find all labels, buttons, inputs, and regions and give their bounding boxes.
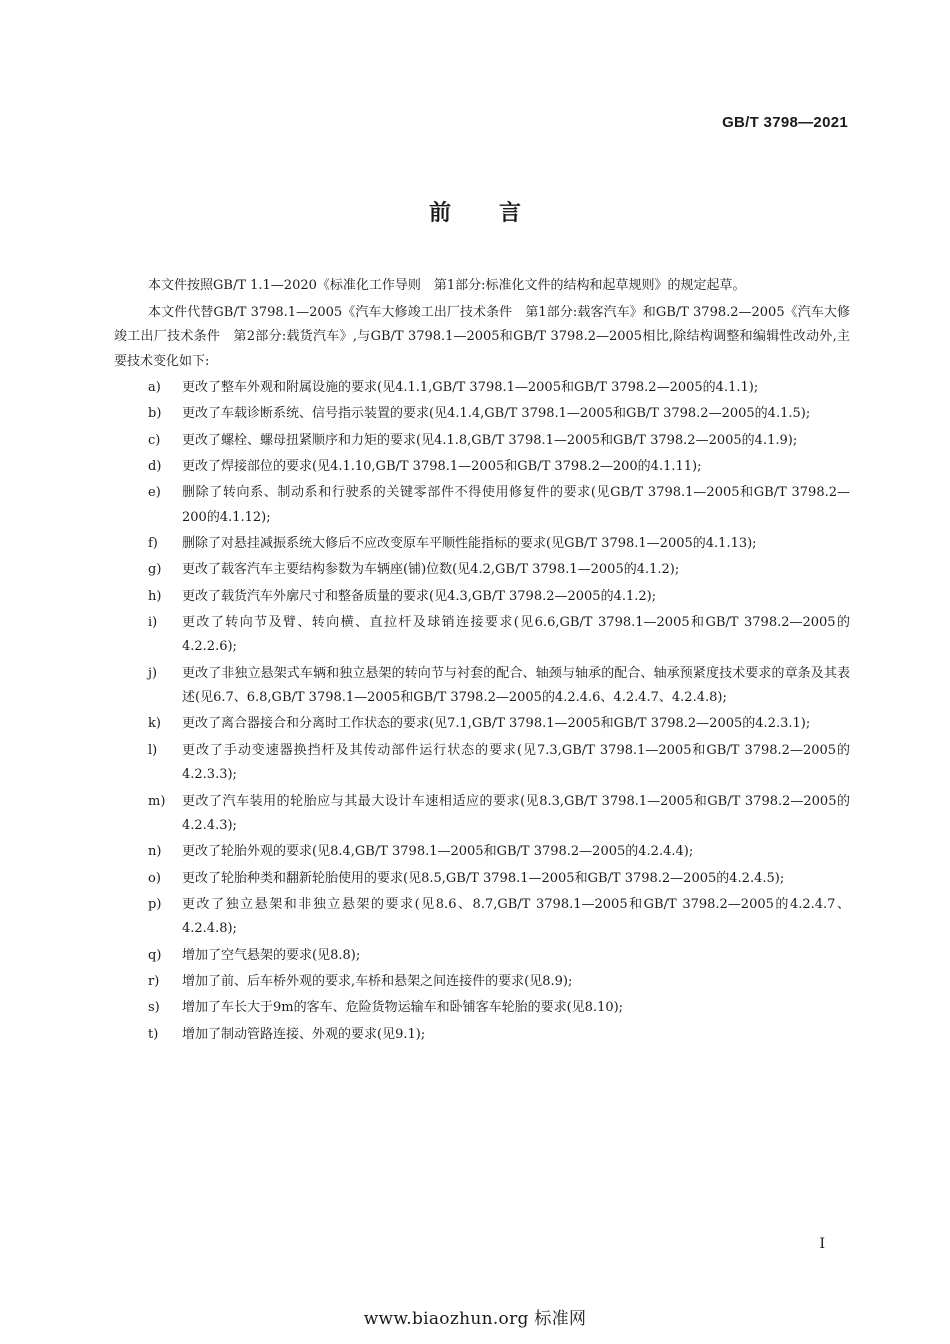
list-item [114,996,850,1021]
list-item-text: 更改了整车外观和附属设施的要求(见4.1.1,GB/T 3798.1—2005和GB/T 3798.2—2005的4.1.1); [182,380,759,395]
list-marker: n) [148,844,162,860]
list-marker: i) [148,614,158,630]
list-marker: j) [148,665,158,681]
list-item-text: 更改了离合器接合和分离时工作状态的要求(见7.1,GB/T 3798.1—2005和GB/T 3798.2—2005的4.2.3.1); [182,716,811,732]
list-item [114,867,850,892]
list-item-text: 更改了载客汽车主要结构参数为车辆座(铺)位数(见4.2,GB/T 3798.1—2005的4.1.2); [182,562,680,578]
list-marker: d) [148,458,162,474]
intro-paragraph: 本文件按照GB/T 1.1—2020《标准化工作导则 第1部分:标准化文件的结构和起草规则》的规定起草。 [148,278,746,293]
list-item-text: 增加了空气悬架的要求(见8.8); [182,947,361,963]
list-marker: q) [148,947,162,963]
list-item-text: 增加了前、后车桥外观的要求,车桥和悬架之间连接件的要求(见8.9); [182,974,573,990]
list-item-text: 删除了对悬挂减振系统大修后不应改变原车平顺性能指标的要求(见GB/T 3798.1—2005的4.1.13); [182,535,757,551]
list-marker: b) [148,406,162,422]
list-marker: h) [148,588,162,604]
list-item [114,662,850,711]
list-item-text: 增加了车长大于9m的客车、危险货物运输车和卧铺客车轮胎的要求(见8.10); [182,1000,624,1016]
footer-watermark: www.biaozhun.org 标准网 [363,1309,587,1329]
list-item [114,611,850,660]
list-item [114,532,850,557]
list-marker: k) [148,716,161,732]
list-item [114,790,850,839]
list-marker: g) [148,562,162,578]
list-marker: a) [148,380,161,395]
list-marker: l) [148,742,158,758]
list-item [114,739,850,788]
list-item-text: 更改了非独立悬架式车辆和独立悬架的转向节与衬套的配合、轴颈与轴承的配合、轴承预紧度技术要求的章条及其表述(见6.7、6.8,GB/T 3798.1—2005和GB/T 3798.2—2005的4.2.4.6、4.2.4.7、4.2.4.8); [182,665,850,706]
list-item-text: 更改了焊接部位的要求(见4.1.10,GB/T 3798.1—2005和GB/T 3798.2—200的4.1.11); [182,458,702,474]
list-item [114,970,850,995]
list-item-text: 更改了手动变速器换挡杆及其传动部件运行状态的要求(见7.3,GB/T 3798.1—2005和GB/T 3798.2—2005的4.2.3.3); [182,742,850,783]
replacement-paragraph: 本文件代替GB/T 3798.1—2005《汽车大修竣工出厂技术条件 第1部分:载客汽车》和GB/T 3798.2—2005《汽车大修竣工出厂技术条件 第2部分:载货汽车》,与GB/T 3798.1—2005和GB/T 3798.2—2005相比,除结构调整和编辑性改动外,主要技术变化如下: [114,304,850,369]
list-item [114,429,850,454]
list-marker: p) [148,896,162,912]
list-marker: c) [148,432,161,448]
document-body [114,274,850,1049]
list-item-text: 更改了轮胎外观的要求(见8.4,GB/T 3798.1—2005和GB/T 3798.2—2005的4.2.4.4); [182,844,694,860]
list-marker: o) [148,870,161,886]
page-title: 前言 [428,201,569,226]
list-item [114,712,850,737]
list-item [114,840,850,865]
list-marker: e) [148,485,161,501]
list-item [114,1023,850,1048]
list-item-text: 增加了制动管路连接、外观的要求(见9.1); [182,1026,426,1042]
list-item [114,893,850,942]
list-item-text: 更改了转向节及臂、转向横、直拉杆及球销连接要求(见6.6,GB/T 3798.1—2005和GB/T 3798.2—2005的4.2.2.6); [182,614,850,655]
list-item-text: 更改了载货汽车外廓尺寸和整备质量的要求(见4.3,GB/T 3798.2—2005的4.1.2); [182,588,657,604]
changes-list [114,376,850,1047]
list-item [114,481,850,530]
list-marker: s) [148,1000,160,1016]
list-marker: m) [148,793,166,809]
list-item [114,585,850,610]
list-item [114,402,850,427]
list-item [114,558,850,583]
list-item-text: 更改了轮胎种类和翻新轮胎使用的要求(见8.5,GB/T 3798.1—2005和GB/T 3798.2—2005的4.2.4.5); [182,870,785,886]
list-item-text: 删除了转向系、制动系和行驶系的关键零部件不得使用修复件的要求(见GB/T 3798.1—2005和GB/T 3798.2—200的4.1.12); [182,485,850,525]
list-marker: t) [148,1026,159,1042]
list-item-text: 更改了汽车装用的轮胎应与其最大设计车速相适应的要求(见8.3,GB/T 3798.1—2005和GB/T 3798.2—2005的4.2.4.3); [182,793,850,834]
list-marker: r) [148,974,160,990]
list-item-text: 更改了车载诊断系统、信号指示装置的要求(见4.1.4,GB/T 3798.1—2005和GB/T 3798.2—2005的4.1.5); [182,406,811,422]
list-item-text: 更改了螺栓、螺母扭紧顺序和力矩的要求(见4.1.8,GB/T 3798.1—2005和GB/T 3798.2—2005的4.1.9); [182,432,798,448]
list-item [114,455,850,480]
list-item-text: 更改了独立悬架和非独立悬架的要求(见8.6、8.7,GB/T 3798.1—2005和GB/T 3798.2—2005的4.2.4.7、4.2.4.8); [182,896,850,937]
list-marker: f) [148,535,158,551]
standard-number: GB/T 3798—2021 [722,114,848,131]
list-item [114,944,850,969]
page-number: I [819,1236,825,1252]
list-item [114,376,850,401]
